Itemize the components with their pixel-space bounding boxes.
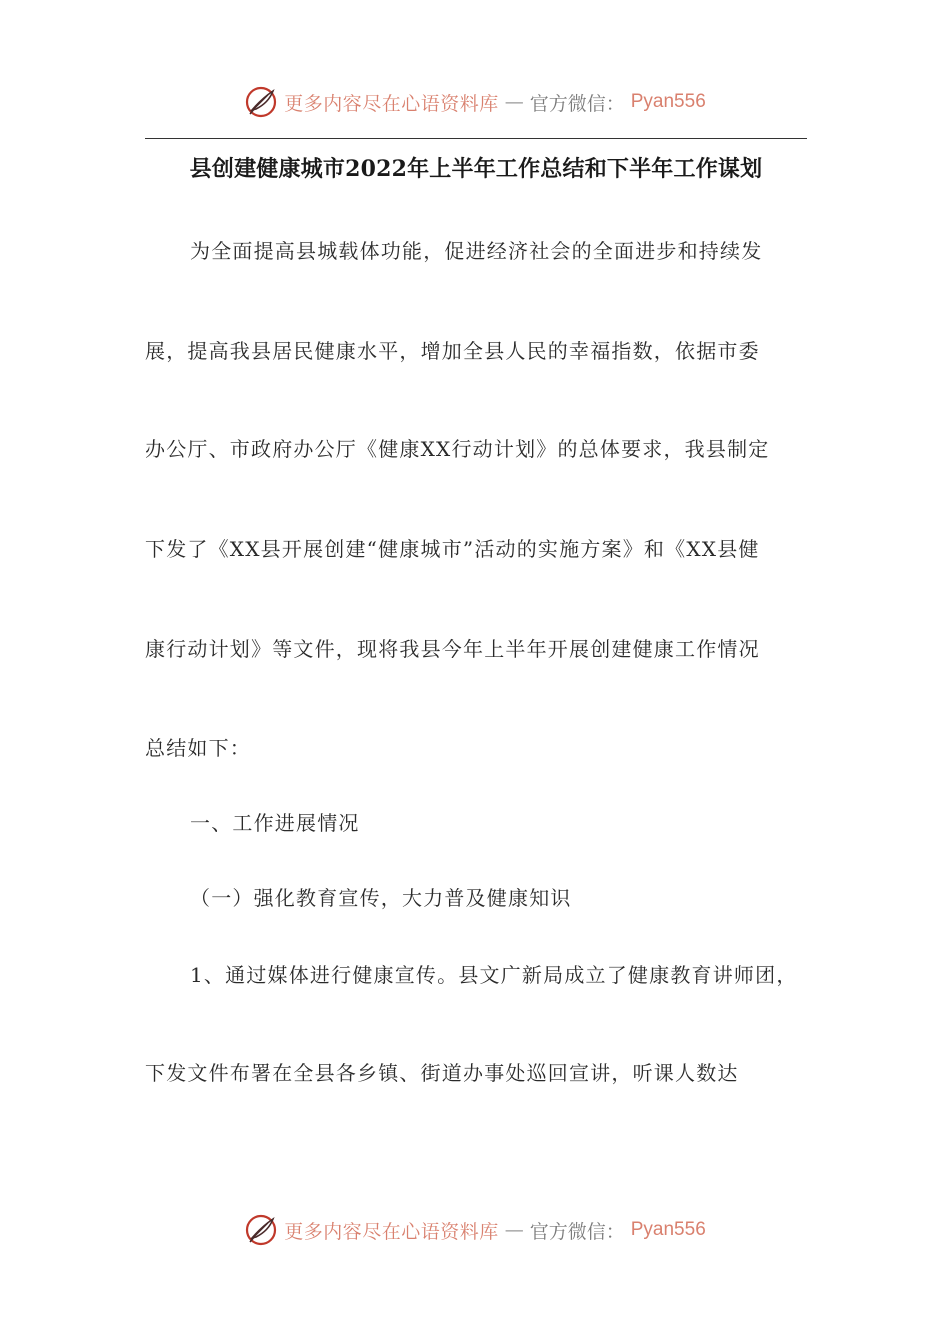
paragraph-line: 总结如下： [145, 736, 251, 760]
banner-brand-text: 更多内容尽在心语资料库 [284, 1220, 499, 1243]
document-title: 县创建健康城市2022年上半年工作总结和下半年工作谋划 [189, 156, 763, 182]
banner-wechat-id: Pyan556 [630, 1219, 706, 1240]
paragraph-line: 康行动计划》等文件，现将我县今年上半年开展创建健康工作情况 [145, 637, 760, 661]
paragraph-line: 展，提高我县居民健康水平，增加全县人民的幸福指数，依据市委 [145, 339, 760, 363]
banner-official-label: 官方微信： [529, 92, 625, 115]
banner-official-label: 官方微信： [529, 1220, 625, 1243]
section-heading: 一、工作进展情况 [190, 811, 360, 835]
paragraph-line: 下发文件布署在全县各乡镇、街道办事处巡回宣讲，听课人数达 [145, 1061, 739, 1085]
banner-dash: — [504, 1219, 524, 1241]
banner-dash: — [504, 91, 524, 113]
paragraph-line: 下发了《XX县开展创建“健康城市”活动的实施方案》和《XX县健 [145, 537, 760, 561]
paragraph-line: 1、通过媒体进行健康宣传。县文广新局成立了健康教育讲师团， [190, 963, 798, 987]
feather-pen-logo-icon [244, 85, 278, 119]
feather-pen-logo-icon [244, 1213, 278, 1247]
banner-brand-text: 更多内容尽在心语资料库 [284, 92, 499, 115]
subsection-heading: （一）强化教育宣传，大力普及健康知识 [190, 886, 572, 910]
paragraph-line: 为全面提高县城载体功能，促进经济社会的全面进步和持续发 [190, 239, 763, 263]
footer-banner [0, 1208, 950, 1252]
banner-wechat-id: Pyan556 [630, 91, 706, 112]
header-banner [0, 80, 950, 124]
paragraph-line: 办公厅、市政府办公厅《健康XX行动计划》的总体要求，我县制定 [145, 437, 770, 461]
header-divider [145, 138, 807, 139]
